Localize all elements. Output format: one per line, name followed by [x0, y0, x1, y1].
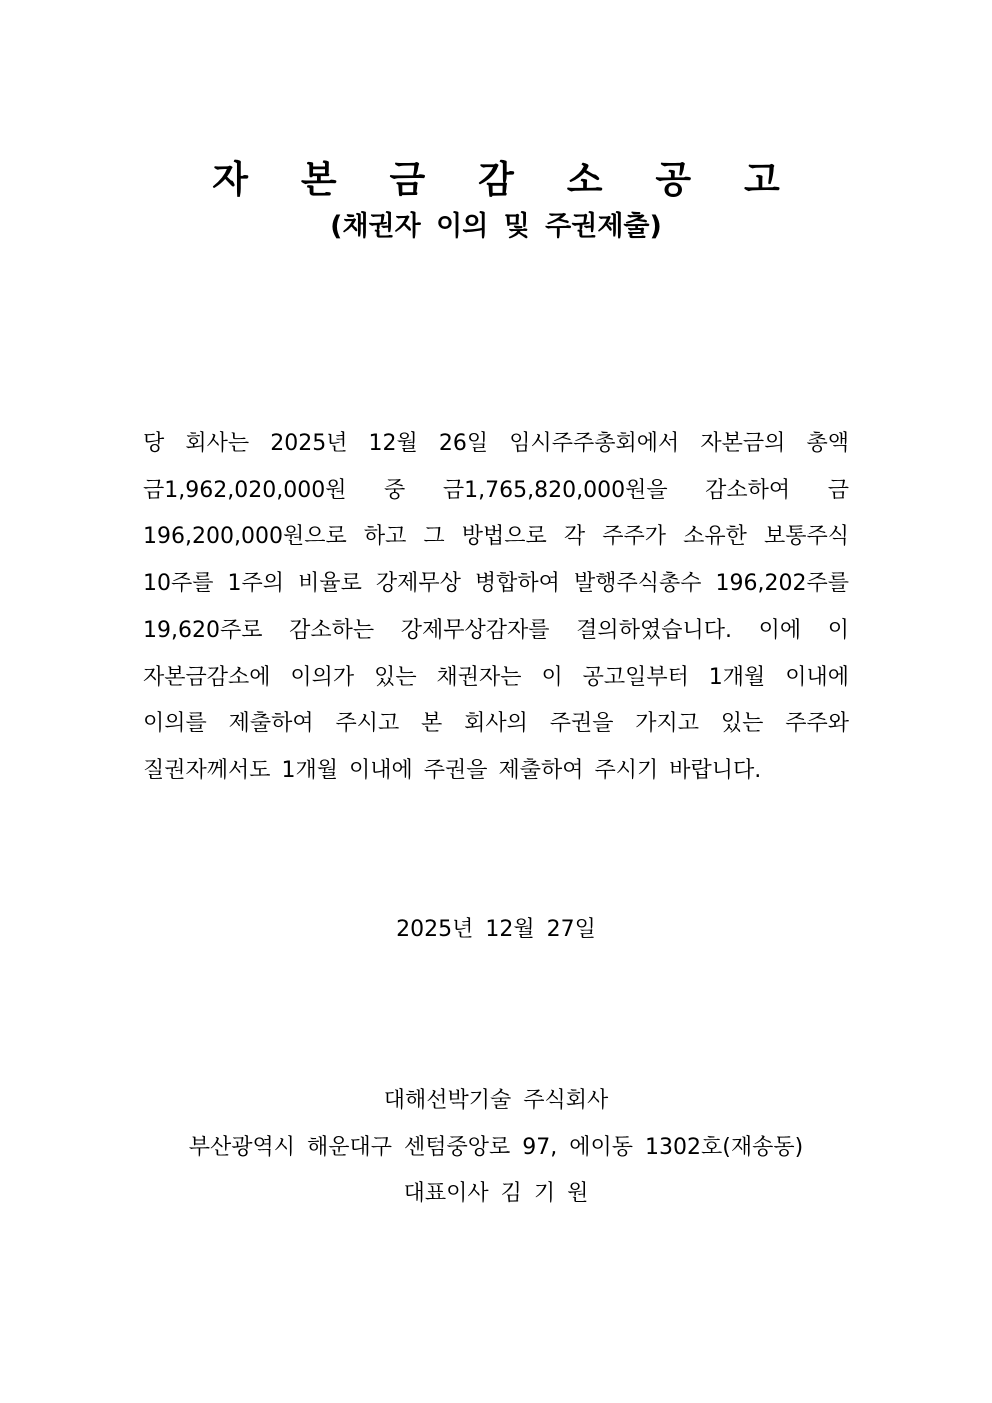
company-signature-block	[0, 1078, 992, 1218]
notice-body-paragraph: 당 회사는 2025년 12월 26일 임시주주총회에서 자본금의 총액 금1,962,020,000원 중 금1,765,820,000원을 감소하여 금 196,200,000원으로 하고 그 방법으로 각 주주가 소유한 보통주식 10주를 1주의 비율로 강제무상 병합하여 발행주식총수 196,202주를 19,620주로 감소하는 강제무상감자를 결의하였습니다. 이에 이 자본금감소에 이의가 있는 채권자는 이 공고일부터 1개월 이내에 이의를 제출하여 주시고 본 회사의 주권을 가지고 있는 주주와 질권자께서도 1개월 이내에 주권을 제출하여 주시기 바랍니다.	[143, 431, 849, 783]
notice-subtitle: (채권자 이의 및 주권제출)	[330, 211, 662, 242]
notice-title: 자 본 금 감 소 공 고	[212, 158, 800, 201]
company-representative: 대표이사 김 기 원	[403, 1181, 589, 1206]
notice-body	[143, 421, 849, 795]
company-name: 대해선박기술 주식회사	[383, 1088, 609, 1113]
company-address: 부산광역시 해운대구 센텀중앙로 97, 에이동 1302호(재송동)	[188, 1134, 804, 1160]
notice-date: 2025년 12월 27일	[396, 917, 596, 942]
